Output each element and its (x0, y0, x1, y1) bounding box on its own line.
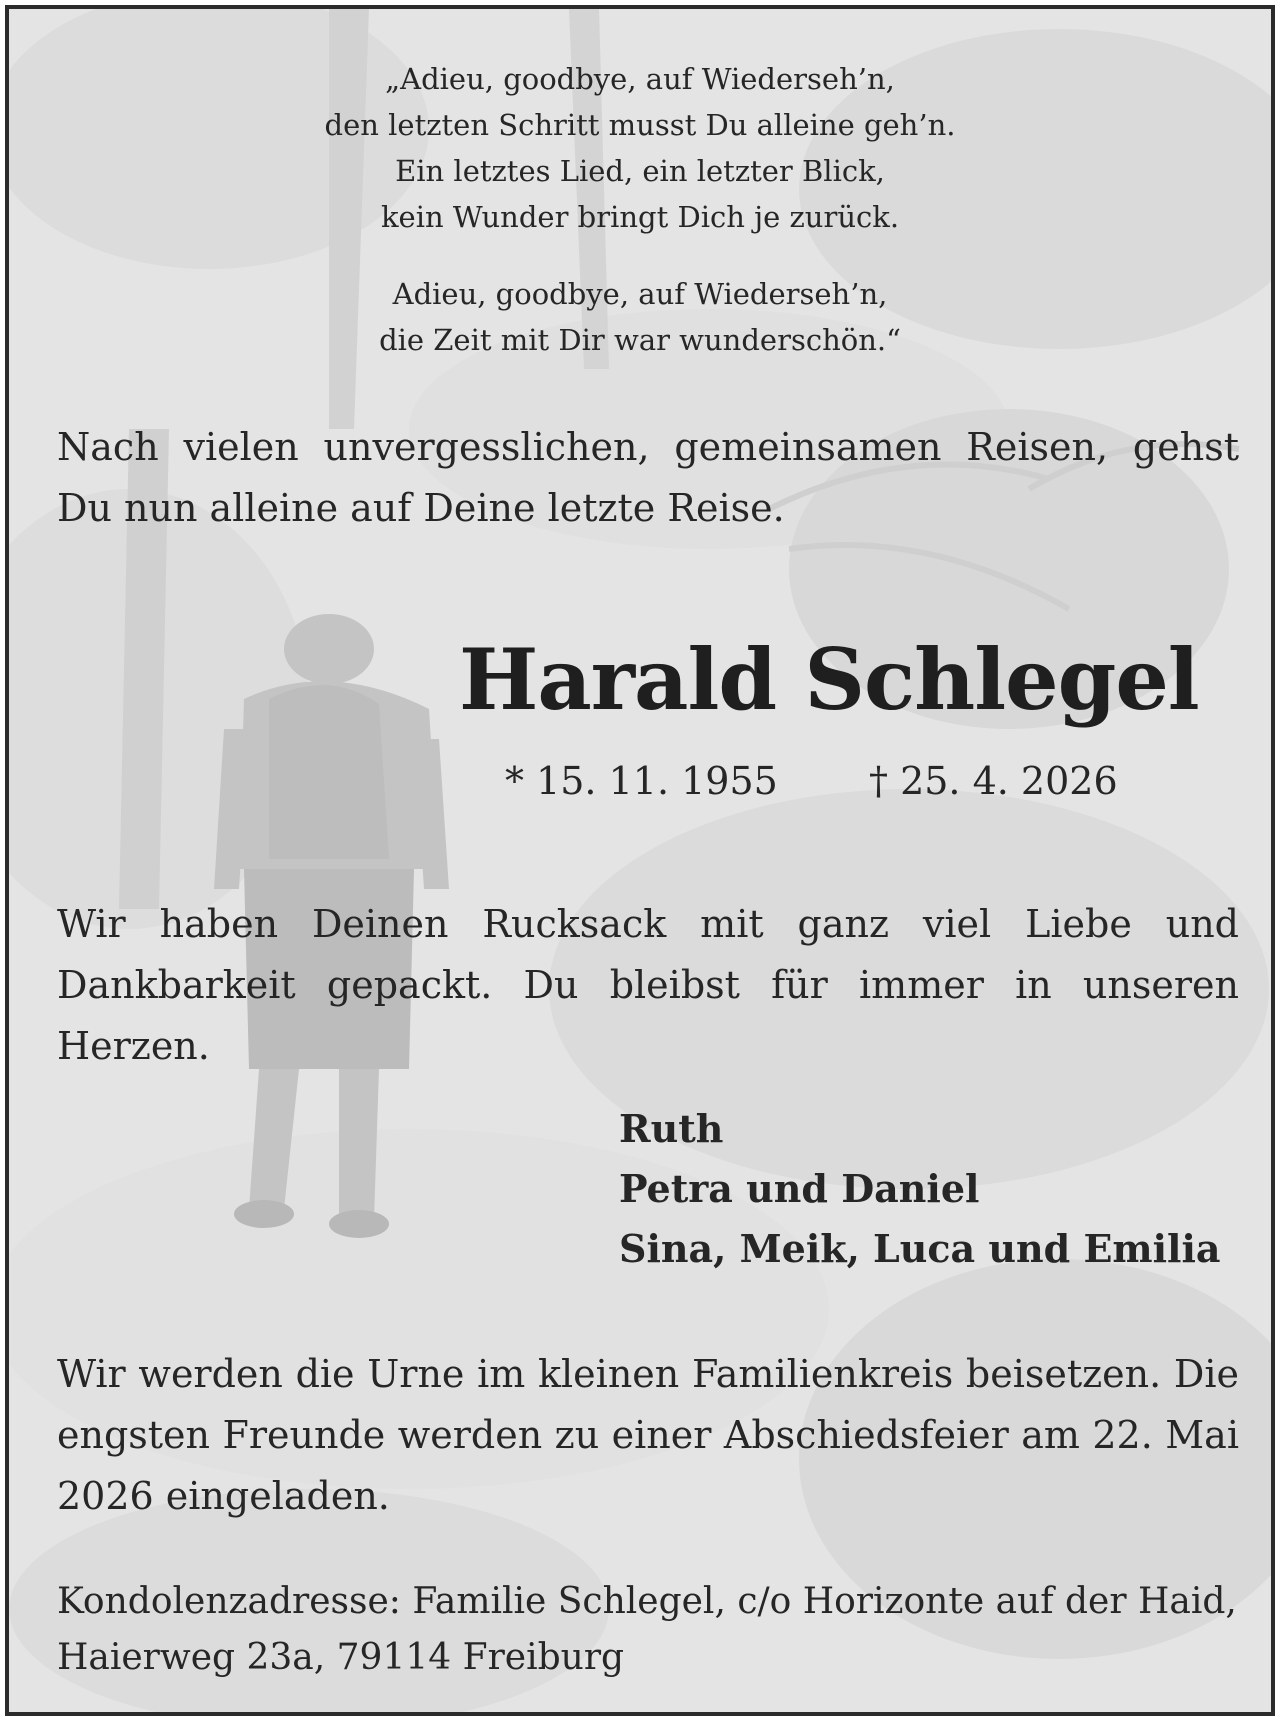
condolence-address (57, 1574, 1237, 1686)
poem-line: Ein letztes Lied, ein letzter Blick, (395, 154, 885, 188)
poem-line: die Zeit mit Dir war wunderschön.“ (379, 323, 901, 357)
address-line: Kondolenzadresse: Familie Schlegel, c/o Horizonte auf der Haid, (57, 1581, 1237, 1622)
funeral-paragraph: Wir werden die Urne im kleinen Familienkreis beisetzen. Die engsten Freunde werden zu einer Abschiedsfeier am 22. Mai 2026 eingeladen. (57, 1352, 1239, 1518)
poem-stanza-2 (9, 271, 1271, 363)
notice-content (9, 9, 1271, 1712)
mourner-name: Ruth (619, 1106, 724, 1151)
poem-line: kein Wunder bringt Dich je zurück. (380, 200, 900, 234)
intro-paragraph: Nach vielen unvergesslichen, gemeinsamen Reisen, gehst Du nun alleine auf Deine letzte Reise. (57, 425, 1239, 530)
mourner-name: Sina, Meik, Luca und Emilia (619, 1226, 1221, 1271)
deceased-name: Harald Schlegel (459, 630, 1199, 729)
address-line: Haierweg 23a, 79114 Freiburg (57, 1637, 625, 1678)
message-paragraph: Wir haben Deinen Rucksack mit ganz viel Liebe und Dankbarkeit gepackt. Du bleibst für immer in unseren Herzen. (57, 902, 1239, 1068)
mourners-list (619, 1099, 1221, 1279)
poem-line: Adieu, goodbye, auf Wiederseh’n, (392, 277, 888, 311)
obituary-notice (5, 5, 1275, 1716)
poem-stanza-1 (9, 56, 1271, 240)
poem-line: „Adieu, goodbye, auf Wiederseh’n, (385, 62, 895, 96)
death-date: † 25. 4. 2026 (869, 759, 1118, 803)
poem-line: den letzten Schritt musst Du alleine geh’n. (324, 108, 956, 142)
mourner-name: Petra und Daniel (619, 1166, 980, 1211)
birth-date: * 15. 11. 1955 (505, 759, 778, 803)
